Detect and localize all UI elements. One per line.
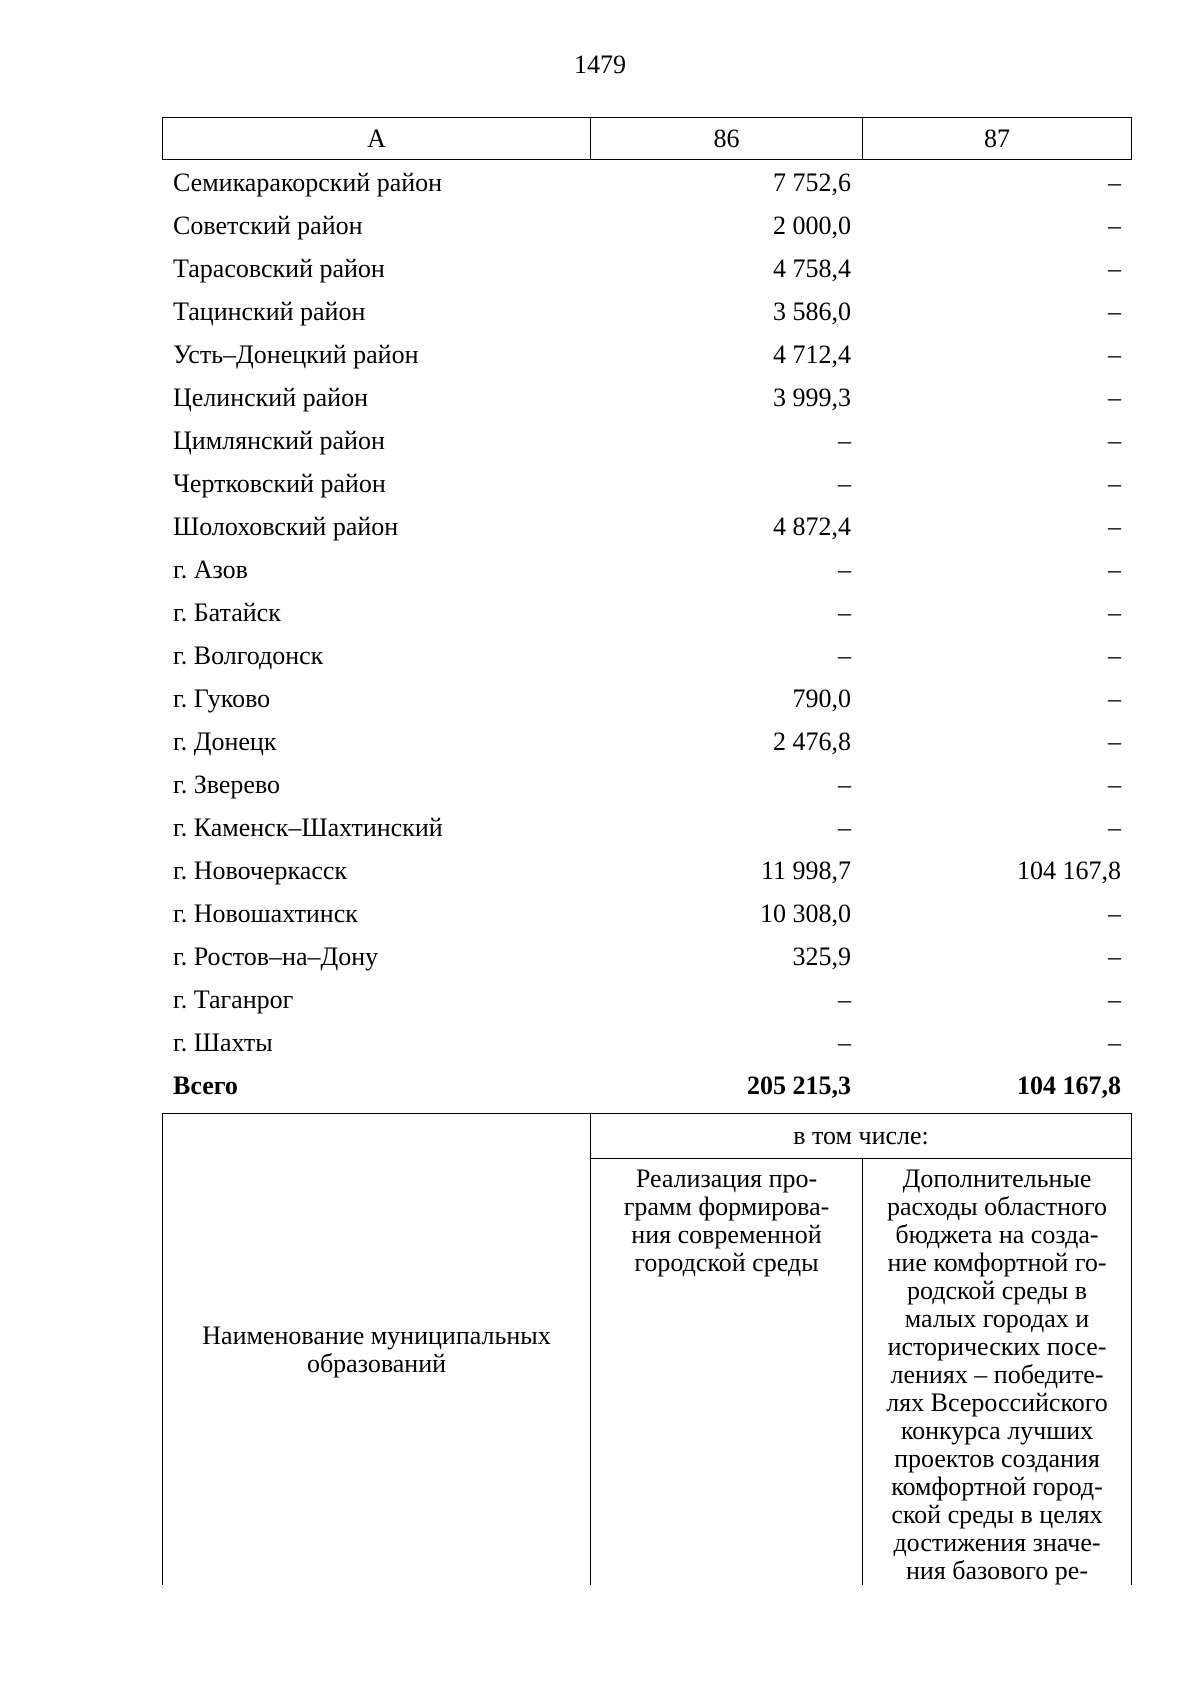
- municipality-name-cell: г. Азов: [173, 554, 248, 584]
- header-text-line: бюджета на созда-: [895, 1220, 1099, 1249]
- municipality-name-cell: г. Зверево: [173, 769, 281, 799]
- header-text-line: исторических посе-: [887, 1332, 1107, 1361]
- header-text-line: Реализация про-: [635, 1164, 818, 1193]
- value-cell-87: –: [1108, 683, 1121, 713]
- table-row: [162, 548, 1132, 591]
- header-text-line: достижения значе-: [893, 1528, 1101, 1557]
- header-text-line: Дополнительные: [902, 1164, 1092, 1193]
- second-table-header: [162, 1113, 1132, 1585]
- value-cell-86: 10 308,0: [760, 898, 851, 928]
- value-cell-87: –: [1108, 425, 1121, 455]
- value-cell-86: 325,9: [792, 941, 851, 971]
- value-cell-86: –: [838, 425, 851, 455]
- municipality-name-cell: Тацинский район: [173, 296, 366, 326]
- table-row: [162, 892, 1132, 935]
- value-cell-87: –: [1108, 597, 1121, 627]
- municipality-name-cell: г. Волгодонск: [173, 640, 324, 670]
- including-header: в том числе:: [591, 1114, 1131, 1159]
- header-text-line: комфортной город-: [891, 1472, 1103, 1501]
- municipality-name-cell: Цимлянский район: [173, 425, 385, 455]
- program-realization-header: [591, 1159, 863, 1585]
- value-cell-87: –: [1108, 339, 1121, 369]
- value-cell-87: –: [1108, 167, 1121, 197]
- value-cell-86: 3 999,3: [773, 382, 851, 412]
- municipality-name-cell: г. Новошахтинск: [173, 898, 358, 928]
- value-cell-86: 4 872,4: [773, 511, 851, 541]
- value-cell-86: 7 752,6: [773, 167, 851, 197]
- column-header-a: А: [163, 118, 591, 159]
- column-header-87: 87: [984, 123, 1010, 153]
- municipality-name-cell: Чертковский район: [173, 468, 386, 498]
- table-row: [162, 763, 1132, 806]
- column-header-86: 86: [591, 118, 863, 159]
- municipality-name-cell: г. Ростов–на–Дону: [173, 941, 379, 971]
- municipality-name-cell: г. Гуково: [173, 683, 271, 713]
- value-cell-86: 4 712,4: [773, 339, 851, 369]
- value-cell-87: –: [1108, 640, 1121, 670]
- value-cell-86: 4 758,4: [773, 253, 851, 283]
- table-row: [162, 634, 1132, 677]
- table-row: [162, 462, 1132, 505]
- value-cell-86: –: [838, 640, 851, 670]
- value-cell-87: –: [1108, 984, 1121, 1014]
- value-cell-87: –: [1108, 812, 1121, 842]
- total-row: [162, 1064, 1132, 1107]
- value-cell-87: –: [1108, 726, 1121, 756]
- municipality-name-cell: Семикаракорский район: [173, 167, 443, 197]
- total-value-86: 205 215,3: [747, 1070, 851, 1100]
- value-cell-86: 790,0: [792, 683, 851, 713]
- header-text-line: малых городах и: [904, 1304, 1090, 1333]
- table-row: [162, 591, 1132, 634]
- value-cell-86: 2 476,8: [773, 726, 851, 756]
- municipality-name-cell: г. Шахты: [173, 1027, 273, 1057]
- total-value-87: 104 167,8: [1017, 1070, 1121, 1100]
- municipality-name-cell: Советский район: [173, 210, 363, 240]
- table-row: [162, 290, 1132, 333]
- table-row: [162, 935, 1132, 978]
- municipality-name-cell: г. Новочеркасск: [173, 855, 348, 885]
- value-cell-86: 11 998,7: [760, 855, 851, 885]
- table-body: [162, 161, 1132, 1107]
- table-row: [162, 376, 1132, 419]
- municipality-name-cell: г. Каменск–Шахтинский: [173, 812, 443, 842]
- table-row: [162, 849, 1132, 892]
- header-text-line: лениях – победите-: [890, 1360, 1104, 1389]
- value-cell-87: –: [1108, 769, 1121, 799]
- value-cell-86: –: [838, 984, 851, 1014]
- table-row: [162, 978, 1132, 1021]
- table-row: [162, 247, 1132, 290]
- table-row: [162, 720, 1132, 763]
- header-text-line: Наименование муниципальных: [202, 1320, 551, 1350]
- header-text-line: родской среды в: [907, 1276, 1087, 1305]
- header-text-line: ния базового ре-: [906, 1556, 1088, 1585]
- municipality-name-cell: Шолоховский район: [173, 511, 399, 541]
- table-row: [162, 161, 1132, 204]
- value-cell-87: –: [1108, 554, 1121, 584]
- table-row: [162, 1021, 1132, 1064]
- value-cell-87: –: [1108, 296, 1121, 326]
- value-cell-87: –: [1108, 511, 1121, 541]
- value-cell-86: 2 000,0: [773, 210, 851, 240]
- table-row: [162, 419, 1132, 462]
- value-cell-86: 3 586,0: [773, 296, 851, 326]
- table-row: [162, 204, 1132, 247]
- header-text-line: конкурса лучших: [900, 1416, 1094, 1445]
- total-label: Всего: [173, 1070, 238, 1100]
- header-text-line: ской среды в целях: [891, 1500, 1103, 1529]
- municipality-name-cell: Усть–Донецкий район: [173, 339, 419, 369]
- value-cell-86: –: [838, 769, 851, 799]
- municipality-name-cell: г. Таганрог: [173, 984, 294, 1014]
- value-cell-87: –: [1108, 210, 1121, 240]
- value-cell-87: –: [1108, 1027, 1121, 1057]
- municipality-name-cell: г. Батайск: [173, 597, 281, 627]
- header-text-line: ния современной: [631, 1220, 822, 1249]
- municipality-name-cell: г. Донецк: [173, 726, 277, 756]
- municipality-name-cell: Тарасовский район: [173, 253, 385, 283]
- table-row: [162, 505, 1132, 548]
- header-text-line: лях Всероссийского: [886, 1388, 1108, 1417]
- value-cell-86: –: [838, 1027, 851, 1057]
- value-cell-87: –: [1108, 253, 1121, 283]
- table-row: [162, 806, 1132, 849]
- header-text-line: проектов создания: [894, 1444, 1100, 1473]
- value-cell-87: –: [1108, 898, 1121, 928]
- page-number: 1479: [574, 50, 626, 79]
- value-cell-87: –: [1108, 941, 1121, 971]
- additional-expenses-header: [863, 1159, 1131, 1585]
- header-text-line: расходы областного: [886, 1192, 1108, 1221]
- header-text-line: ние комфортной го-: [887, 1248, 1107, 1277]
- table-row: [162, 333, 1132, 376]
- value-cell-86: –: [838, 812, 851, 842]
- value-cell-86: –: [838, 554, 851, 584]
- header-text-line: образований: [306, 1348, 447, 1378]
- header-text-line: грамм формирова-: [623, 1192, 830, 1221]
- value-cell-86: –: [838, 597, 851, 627]
- value-cell-87: –: [1108, 382, 1121, 412]
- value-cell-86: –: [838, 468, 851, 498]
- header-text-line: городской среды: [634, 1248, 819, 1277]
- municipality-name-cell: Целинский район: [173, 382, 368, 412]
- table-row: [162, 677, 1132, 720]
- municipality-name-header: [163, 1114, 591, 1585]
- table-header: [162, 117, 1132, 160]
- value-cell-87: 104 167,8: [1017, 855, 1121, 885]
- value-cell-87: –: [1108, 468, 1121, 498]
